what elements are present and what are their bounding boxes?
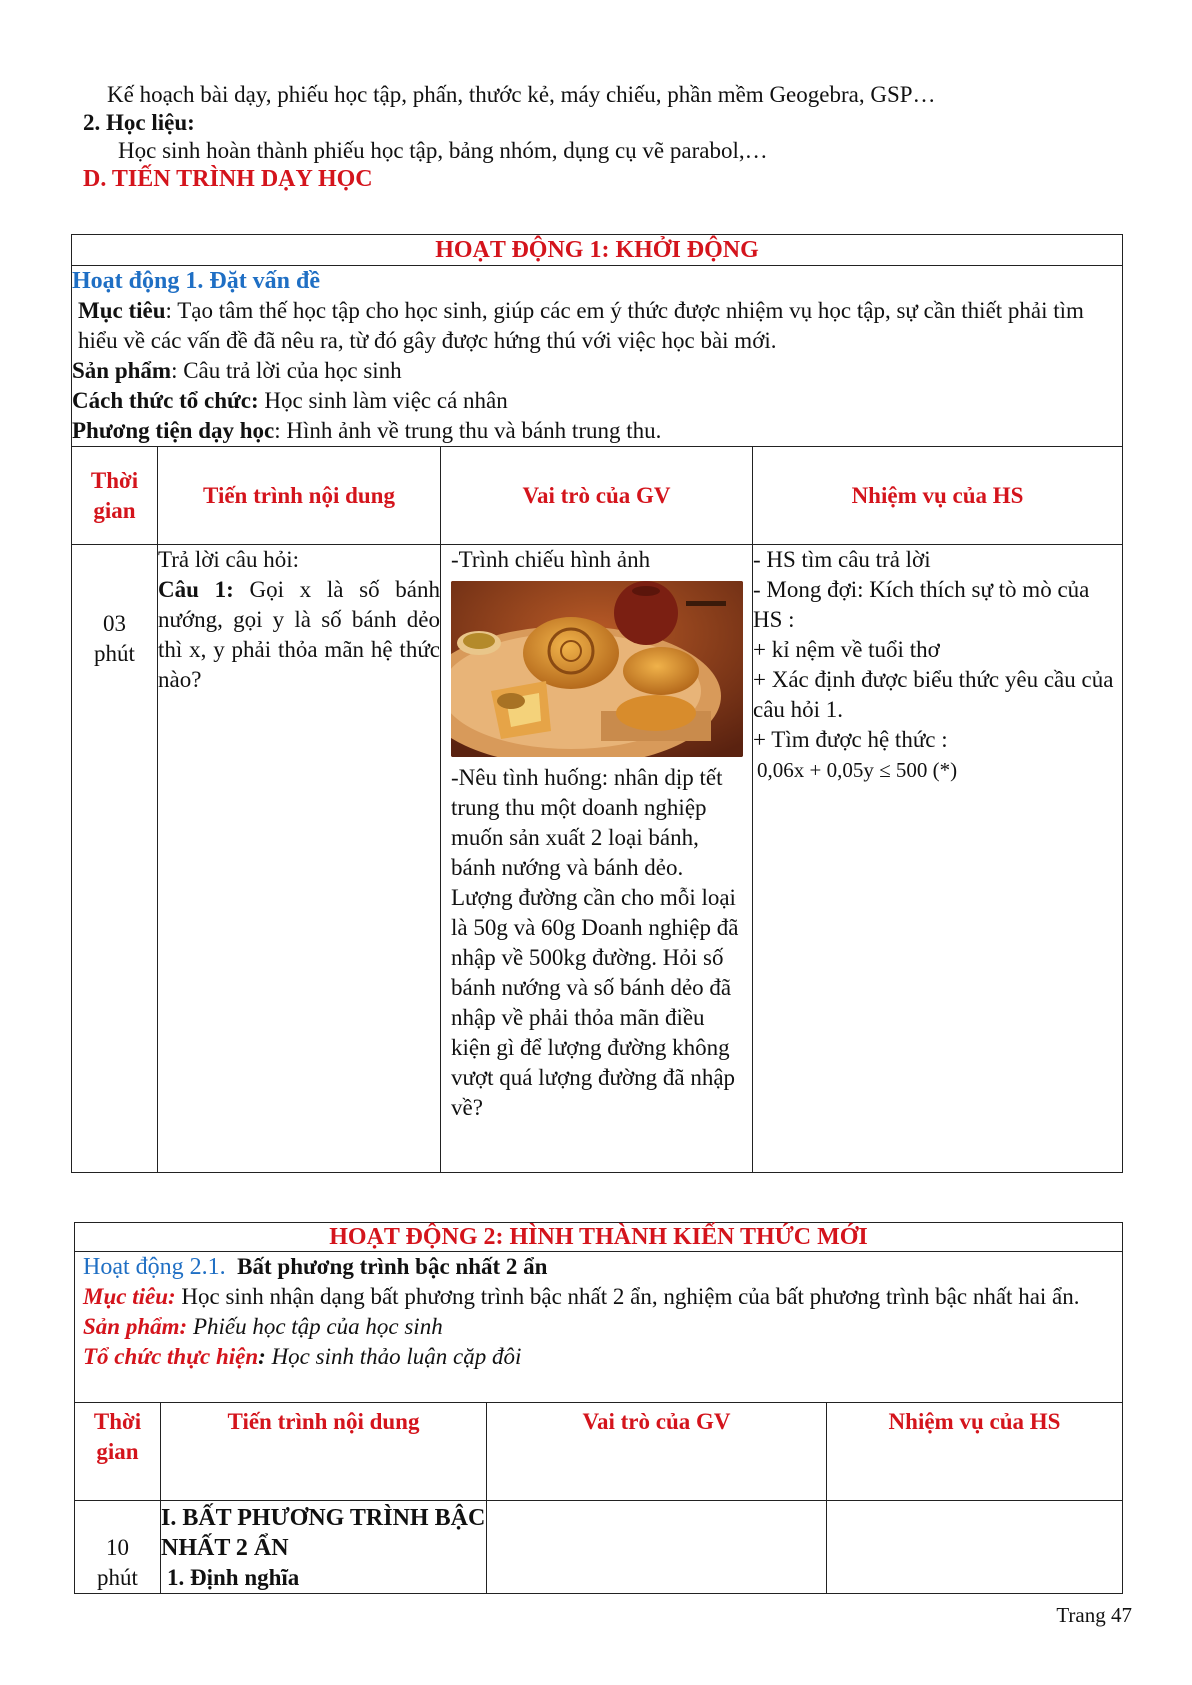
activity2-sub-label: Hoạt động 2.1. bbox=[83, 1254, 226, 1280]
product2-label: Sản phẩm: bbox=[83, 1314, 188, 1339]
teacher-cell bbox=[441, 545, 753, 1173]
goal-label: Mục tiêu bbox=[78, 298, 166, 323]
activity2-table bbox=[74, 1222, 1123, 1594]
time2-unit: phút bbox=[97, 1565, 138, 1590]
student-cell bbox=[753, 545, 1123, 1173]
time2-number: 10 bbox=[106, 1535, 129, 1560]
student-task-1: - HS tìm câu trả lời bbox=[753, 547, 931, 572]
inequality-formula: 0,06x + 0,05y ≤ 500 (*) bbox=[757, 758, 958, 782]
col-header-teacher: Vai trò của GV bbox=[441, 447, 753, 545]
learning-materials-line: Học sinh hoàn thành phiếu học tập, bảng nhóm, dụng cụ vẽ parabol,… bbox=[118, 138, 768, 163]
activity1-product bbox=[72, 356, 1122, 386]
product2-text: Phiếu học tập của học sinh bbox=[187, 1314, 443, 1339]
student-task-3: + kỉ nệm về tuổi thơ bbox=[753, 637, 940, 662]
activity1-goal bbox=[72, 296, 1122, 356]
learning-materials-heading: 2. Học liệu: bbox=[83, 110, 195, 135]
teacher-action-2: -Nêu tình huống: nhân dịp tết trung thu một doanh nghiệp muốn sản xuất 2 loại bánh, bánh nướng và bánh dẻo. Lượng đường cần cho mỗi loại là 50g và 60g Doanh nghiệp đã nhập về 500kg đường. Hỏi số bánh nướng và số bánh dẻo đã nhập về phải thỏa mãn điều kiện gì để lượng đường không vượt quá lượng đường đã nhập về? bbox=[451, 765, 739, 1120]
mooncake-image bbox=[451, 581, 743, 757]
student2-cell bbox=[827, 1501, 1123, 1594]
goal2-label: Mục tiêu: bbox=[83, 1284, 176, 1309]
col2-header-content: Tiến trình nội dung bbox=[161, 1403, 487, 1501]
col2-header-time: Thời gian bbox=[75, 1403, 161, 1501]
activity1-organization bbox=[72, 386, 1122, 416]
means-text: : Hình ảnh về trung thu và bánh trung thu. bbox=[274, 418, 662, 443]
col2-header-student: Nhiệm vụ của HS bbox=[827, 1403, 1123, 1501]
activity2-subtitle bbox=[83, 1252, 1122, 1282]
section-i-heading: I. BẤT PHƯƠNG TRÌNH BẬC NHẤT 2 ẨN bbox=[161, 1505, 486, 1561]
activity1-title: HOẠT ĐỘNG 1: KHỞI ĐỘNG bbox=[72, 235, 1123, 266]
student-task-4: + Xác định được biểu thức yêu cầu của câu hỏi 1. bbox=[753, 667, 1114, 722]
activity2-intro bbox=[75, 1252, 1123, 1403]
col2-header-teacher: Vai trò của GV bbox=[487, 1403, 827, 1501]
materials-line: Kế hoạch bài dạy, phiếu học tập, phấn, thước kẻ, máy chiếu, phần mềm Geogebra, GSP… bbox=[107, 82, 936, 107]
product-text: : Câu trả lời của học sinh bbox=[171, 358, 402, 383]
means-label: Phương tiện dạy học bbox=[72, 418, 275, 443]
content-cell bbox=[158, 545, 441, 1173]
col-header-student: Nhiệm vụ của HS bbox=[753, 447, 1123, 545]
activity1-subtitle: Hoạt động 1. Đặt vấn đề bbox=[72, 268, 321, 294]
activity2-title: HOẠT ĐỘNG 2: HÌNH THÀNH KIẾN THỨC MỚI bbox=[75, 1223, 1123, 1252]
student-task-2: - Mong đợi: Kích thích sự tò mò của HS : bbox=[753, 577, 1090, 632]
org2-label: Tổ chức thực hiện bbox=[83, 1344, 259, 1369]
time-number: 03 bbox=[103, 611, 126, 636]
goal-text: : Tạo tâm thế học tập cho học sinh, giúp các em ý thức được nhiệm vụ học tập, sự cần thiết phải tìm hiểu về các vấn đề đã nêu ra, từ đó gây được hứng thú với việc học bài mới. bbox=[78, 298, 1084, 353]
goal2-text: Học sinh nhận dạng bất phương trình bậc nhất 2 ẩn, nghiệm của bất phương trình bậc nhất hai ẩn. bbox=[175, 1284, 1080, 1309]
activity1-table bbox=[71, 234, 1123, 1173]
product-label: Sản phẩm bbox=[72, 358, 172, 383]
time-unit: phút bbox=[94, 641, 135, 666]
page-number: Trang 47 bbox=[1056, 1603, 1132, 1627]
activity2-sub-text: Bất phương trình bậc nhất 2 ẩn bbox=[237, 1254, 548, 1279]
question-label: Câu 1: bbox=[158, 577, 234, 602]
org-text: Học sinh làm việc cá nhân bbox=[258, 388, 508, 413]
mooncake-illustration bbox=[451, 581, 743, 757]
org2-text: Học sinh thảo luận cặp đôi bbox=[265, 1344, 522, 1369]
time-cell bbox=[72, 545, 158, 1173]
teacher2-cell bbox=[487, 1501, 827, 1594]
col-header-time: Thời gian bbox=[72, 447, 158, 545]
activity2-organization bbox=[83, 1342, 1122, 1372]
time2-cell bbox=[75, 1501, 161, 1594]
student-task-5: + Tìm được hệ thức : bbox=[753, 727, 948, 752]
section-d-heading: D. TIẾN TRÌNH DẠY HỌC bbox=[83, 166, 373, 192]
activity1-intro bbox=[72, 266, 1123, 447]
col-header-content: Tiến trình nội dung bbox=[158, 447, 441, 545]
org2-colon: : bbox=[258, 1344, 266, 1369]
teacher-action-1: -Trình chiếu hình ảnh bbox=[451, 547, 651, 572]
activity2-goal bbox=[83, 1282, 1122, 1312]
content2-cell bbox=[161, 1501, 487, 1594]
question-text: Gọi x là số bánh nướng, gọi y là số bánh dẻo thì x, y phải thỏa mãn hệ thức nào? bbox=[158, 577, 440, 692]
activity1-means bbox=[72, 416, 1122, 446]
definition-heading: 1. Định nghĩa bbox=[167, 1565, 300, 1590]
question-1 bbox=[158, 575, 440, 695]
org-label: Cách thức tổ chức: bbox=[72, 388, 259, 413]
activity2-product bbox=[83, 1312, 1122, 1342]
content-intro: Trả lời câu hỏi: bbox=[158, 547, 299, 572]
